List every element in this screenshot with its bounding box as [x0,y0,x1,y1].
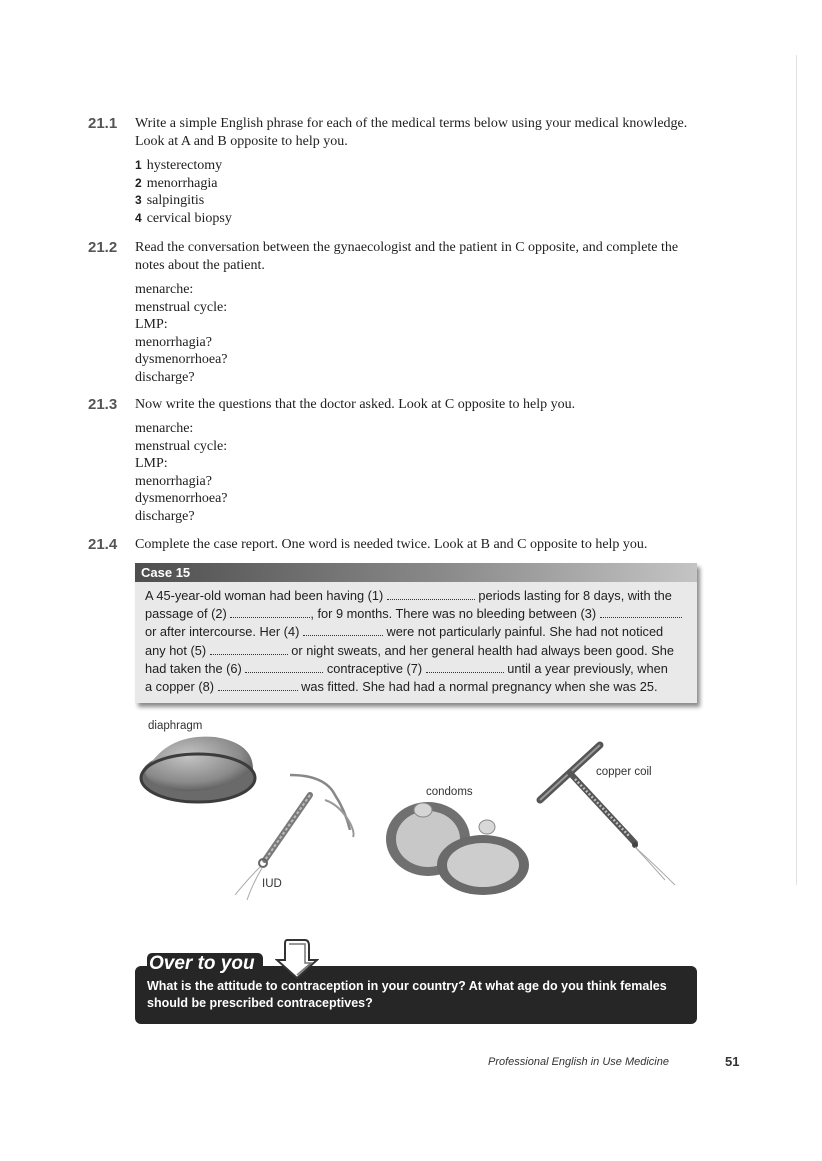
case-line: or after intercourse. Her (4) were not particularly painful. She had not noticed [145,624,664,640]
case-line: had taken the (6) contraceptive (7) until a year previously, when [145,660,668,676]
list-item: menstrual cycle: [135,299,228,315]
list-item: LMP: [135,456,168,471]
exercise-instruction: Read the conversation between the gynaecologist and the patient in C opposite, and complete the notes about the patient. [135,240,679,273]
item-text: menorrhagia [146,175,218,191]
iud-image [235,775,354,900]
list-item: menstrual cycle: [135,438,228,454]
answer-gap[interactable] [600,606,682,618]
exercise-21-3 [88,396,708,525]
copper-coil-image [540,745,675,885]
item-number: 4 [135,210,142,225]
page-number: 51 [725,1054,740,1069]
diaphragm-label: diaphragm [148,720,203,732]
answer-gap[interactable] [210,643,288,655]
answer-gap[interactable] [230,606,310,618]
term-list [135,157,708,227]
condoms-label: condoms [426,786,473,798]
questions-list [135,420,708,525]
arrow-down-icon [275,936,319,980]
exercise-instruction: Now write the questions that the doctor asked. Look at C opposite to help you. [135,397,576,412]
over-to-you-box [135,953,697,1024]
over-to-you-question: What is the attitude to contraception in your country? At what age do you think females should be prescribed contraceptives? [147,979,667,1010]
list-item: menarche: [135,282,194,297]
item-number: 3 [135,193,142,207]
answer-gap[interactable] [426,661,504,673]
diaphragm-image [141,737,255,802]
exercise-21-1 [88,115,708,227]
case-report-box [135,563,697,703]
page-binding-line [796,55,797,885]
item-number: 1 [135,158,142,172]
exercise-number: 21.3 [88,396,118,413]
exercise-number: 21.4 [88,536,118,553]
condoms-image [386,802,529,895]
case-title: Case 15 [135,563,697,582]
list-item [135,157,708,175]
list-item: LMP: [135,317,168,332]
exercise-number: 21.2 [88,239,118,256]
case-line: passage of (2) , for 9 months. There was no bleeding between (3) [145,605,687,623]
over-to-you-title: Over to you [147,953,263,975]
item-text: salpingitis [146,193,205,208]
list-item [135,192,708,210]
exercise-instruction: Complete the case report. One word is needed twice. Look at B and C opposite to help you. [135,537,648,552]
copper-coil-label: copper coil [596,766,652,778]
exercise-21-4 [88,536,708,554]
exercise-21-2 [88,239,708,386]
list-item: menorrhagia? [135,473,212,489]
case-line: A 45-year-old woman had been having (1) periods lasting for 8 days, with the [145,588,672,603]
case-line: any hot (5) or night sweats, and her general health had always been good. She [145,642,675,658]
item-number: 2 [135,175,142,190]
item-text: hysterectomy [146,158,223,173]
iud-label: IUD [262,878,282,890]
list-item: discharge? [135,508,195,524]
case-report-text [135,582,697,696]
book-title: Professional English in Use Medicine [488,1056,669,1068]
contraceptives-figure [135,715,695,905]
case-line: a copper (8) was fitted. She had had a normal pregnancy when she was 25. [145,679,658,695]
list-item [135,210,708,228]
list-item [135,175,708,193]
exercise-instruction: Write a simple English phrase for each of the medical terms below using your medical knowledge. Look at A and B opposite to help you. [135,116,688,149]
list-item: dysmenorrhoea? [135,491,228,506]
answer-gap[interactable] [387,588,475,600]
exercise-number: 21.1 [88,115,118,132]
item-text: cervical biopsy [146,210,232,226]
list-item: discharge? [135,369,195,385]
list-item: dysmenorrhoea? [135,352,228,367]
answer-gap[interactable] [245,661,323,673]
list-item: menarche: [135,421,194,436]
answer-gap[interactable] [303,624,383,636]
notes-list [135,281,708,386]
list-item: menorrhagia? [135,334,212,350]
devices-illustration [135,715,695,905]
answer-gap[interactable] [218,679,298,691]
